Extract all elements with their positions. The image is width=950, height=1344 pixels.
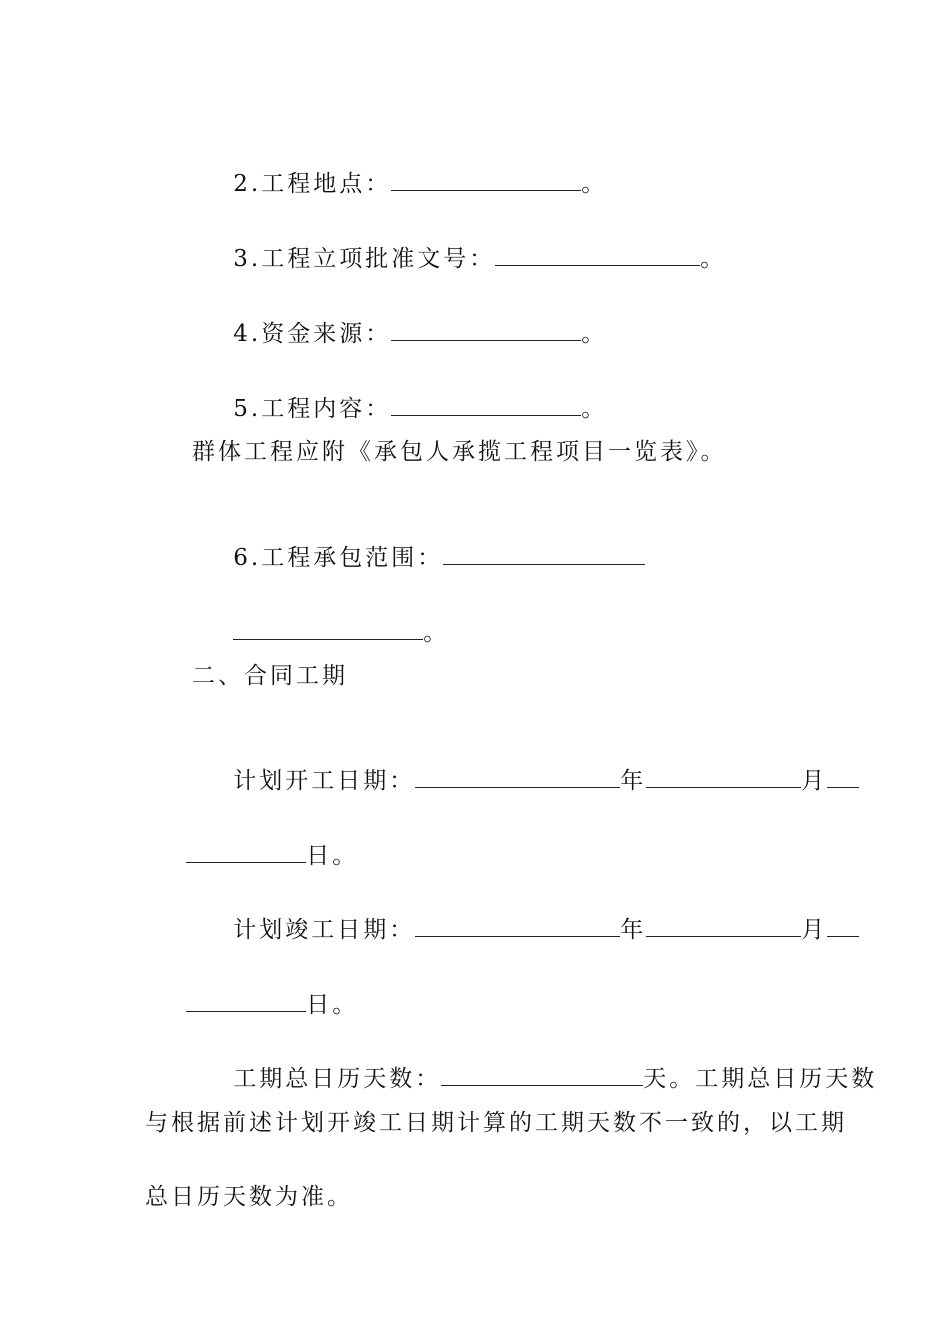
fill-blank-start-day-2[interactable] bbox=[186, 840, 306, 863]
fill-blank-contract-scope-2[interactable] bbox=[233, 617, 423, 640]
fill-blank-end-year[interactable] bbox=[415, 914, 620, 937]
total-days-explanation: 与根据前述计划开竣工日期计算的工期天数不一致的，以工期 bbox=[145, 1110, 847, 1136]
fill-blank-start-month[interactable] bbox=[646, 765, 801, 788]
planned-completion-date: 计划竣工日期： 年 月 bbox=[192, 884, 859, 975]
group-project-note: 群体工程应附《承包人承揽工程项目一览表》。 bbox=[192, 439, 727, 465]
item-label: 4.资金来源： bbox=[233, 321, 392, 347]
fill-blank-funding-source[interactable] bbox=[391, 318, 581, 341]
item-approval-number: 3.工程立项批准文号： 。 bbox=[192, 213, 726, 304]
planned-start-date-continued: 日。 bbox=[145, 810, 358, 901]
fill-blank-end-day-2[interactable] bbox=[186, 989, 306, 1012]
item-contract-scope-continued: 。 bbox=[192, 587, 449, 678]
item-label: 5.工程内容： bbox=[233, 396, 392, 422]
fill-blank-start-year[interactable] bbox=[415, 765, 620, 788]
fill-blank-end-day[interactable] bbox=[827, 914, 859, 937]
fill-blank-end-month[interactable] bbox=[646, 914, 801, 937]
planned-start-date: 计划开工日期： 年 月 bbox=[192, 735, 859, 826]
item-project-location: 2.工程地点： 。 bbox=[192, 138, 607, 229]
planned-completion-date-continued: 日。 bbox=[145, 959, 358, 1050]
fill-blank-approval-number[interactable] bbox=[495, 243, 700, 266]
item-label: 2.工程地点： bbox=[233, 171, 392, 197]
fill-blank-total-days[interactable] bbox=[441, 1063, 643, 1086]
total-days-explanation-end: 总日历天数为准。 bbox=[145, 1184, 353, 1210]
item-label: 6.工程承包范围： bbox=[233, 545, 444, 571]
fill-blank-project-content[interactable] bbox=[391, 393, 581, 416]
section-heading: 二、合同工期 bbox=[192, 663, 348, 689]
fill-blank-start-day[interactable] bbox=[827, 765, 859, 788]
item-project-content: 5.工程内容： 。 bbox=[192, 363, 607, 454]
fill-blank-project-location[interactable] bbox=[391, 168, 581, 191]
item-label: 3.工程立项批准文号： bbox=[233, 246, 496, 272]
fill-blank-contract-scope[interactable] bbox=[443, 542, 645, 565]
item-funding-source: 4.资金来源： 。 bbox=[192, 288, 607, 379]
total-calendar-days: 工期总日历天数： 天。工期总日历天数 bbox=[192, 1033, 877, 1124]
